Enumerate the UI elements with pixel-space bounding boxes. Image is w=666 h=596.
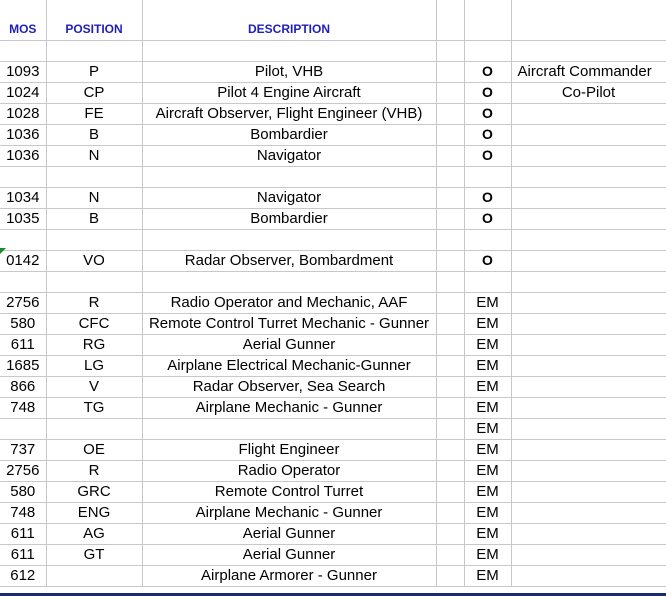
table-row	[0, 124, 666, 145]
note-cell[interactable]	[511, 250, 666, 271]
mos-cell[interactable]: 611	[0, 334, 46, 355]
blank-cell[interactable]	[436, 376, 464, 397]
table-row	[0, 355, 666, 376]
mos-cell[interactable]: 1028	[0, 103, 46, 124]
table-row	[0, 313, 666, 334]
note-cell[interactable]	[511, 544, 666, 565]
blank-cell[interactable]	[436, 82, 464, 103]
mos-cell[interactable]: 0142	[0, 250, 46, 271]
mos-cell[interactable]	[0, 40, 46, 61]
note-cell[interactable]	[511, 460, 666, 481]
note-cell[interactable]	[511, 145, 666, 166]
note-cell[interactable]	[511, 376, 666, 397]
description-cell[interactable]: Pilot 4 Engine Aircraft	[142, 82, 436, 103]
mos-cell[interactable]: 612	[0, 565, 46, 586]
description-cell[interactable]: Airplane Mechanic - Gunner	[142, 502, 436, 523]
grade-cell[interactable]: O	[464, 124, 511, 145]
description-cell[interactable]: Navigator	[142, 145, 436, 166]
table-row	[0, 565, 666, 586]
note-cell[interactable]	[511, 334, 666, 355]
position-cell[interactable]	[46, 40, 142, 61]
grade-cell[interactable]	[464, 166, 511, 187]
mos-cell[interactable]: 866	[0, 376, 46, 397]
description-cell[interactable]: Pilot, VHB	[142, 61, 436, 82]
position-cell[interactable]: AG	[46, 523, 142, 544]
blank-cell[interactable]	[436, 544, 464, 565]
description-cell[interactable]: Radar Observer, Bombardment	[142, 250, 436, 271]
mos-cell[interactable]: 580	[0, 481, 46, 502]
table-row	[0, 166, 666, 187]
grade-cell[interactable]: EM	[464, 565, 511, 586]
grade-cell[interactable]: EM	[464, 502, 511, 523]
position-cell[interactable]: FE	[46, 103, 142, 124]
grade-cell[interactable]	[464, 271, 511, 292]
blank-cell[interactable]	[436, 481, 464, 502]
table-row	[0, 187, 666, 208]
note-cell[interactable]	[511, 166, 666, 187]
grade-cell[interactable]: EM	[464, 460, 511, 481]
position-cell[interactable]	[46, 565, 142, 586]
note-cell[interactable]	[511, 481, 666, 502]
description-cell[interactable]: Aircraft Observer, Flight Engineer (VHB)	[142, 103, 436, 124]
mos-cell[interactable]: 1093	[0, 61, 46, 82]
position-cell[interactable]	[46, 229, 142, 250]
blank-cell[interactable]	[436, 292, 464, 313]
header-note-cell[interactable]	[511, 0, 666, 40]
grade-cell[interactable]: EM	[464, 334, 511, 355]
table-row	[0, 460, 666, 481]
blank-cell[interactable]	[436, 145, 464, 166]
mos-cell[interactable]: 748	[0, 502, 46, 523]
note-cell[interactable]	[511, 229, 666, 250]
note-cell[interactable]	[511, 271, 666, 292]
position-cell[interactable]	[46, 418, 142, 439]
grade-cell[interactable]: EM	[464, 544, 511, 565]
position-cell[interactable]: N	[46, 187, 142, 208]
blank-cell[interactable]	[436, 313, 464, 334]
blank-cell[interactable]	[436, 61, 464, 82]
position-cell[interactable]: TG	[46, 397, 142, 418]
table-row	[0, 523, 666, 544]
blank-cell[interactable]	[436, 355, 464, 376]
blank-cell[interactable]	[436, 439, 464, 460]
blank-cell[interactable]	[436, 565, 464, 586]
note-cell[interactable]	[511, 565, 666, 586]
note-cell[interactable]: Aircraft Commander	[511, 61, 666, 82]
grade-cell[interactable]: O	[464, 187, 511, 208]
grade-cell[interactable]: EM	[464, 376, 511, 397]
mos-cell[interactable]	[0, 229, 46, 250]
blank-cell[interactable]	[436, 40, 464, 61]
position-cell[interactable]: CP	[46, 82, 142, 103]
position-cell[interactable]	[46, 166, 142, 187]
note-cell[interactable]	[511, 418, 666, 439]
grade-cell[interactable]: EM	[464, 418, 511, 439]
grade-cell[interactable]: EM	[464, 439, 511, 460]
grade-cell[interactable]: EM	[464, 313, 511, 334]
note-cell[interactable]	[511, 187, 666, 208]
table-row	[0, 145, 666, 166]
position-cell[interactable]: VO	[46, 250, 142, 271]
table-row	[0, 61, 666, 82]
blank-cell[interactable]	[436, 124, 464, 145]
note-cell[interactable]	[511, 208, 666, 229]
comment-indicator-icon[interactable]	[0, 248, 6, 254]
grade-cell[interactable]: EM	[464, 523, 511, 544]
note-cell[interactable]	[511, 313, 666, 334]
table-row	[0, 40, 666, 61]
table-row	[0, 502, 666, 523]
grade-cell[interactable]: EM	[464, 397, 511, 418]
position-cell[interactable]	[46, 271, 142, 292]
blank-cell[interactable]	[436, 103, 464, 124]
blank-cell[interactable]	[436, 271, 464, 292]
description-cell[interactable]: Radio Operator	[142, 460, 436, 481]
table-row	[0, 82, 666, 103]
description-cell[interactable]	[142, 229, 436, 250]
table-row	[0, 334, 666, 355]
blank-cell[interactable]	[436, 418, 464, 439]
description-cell[interactable]: Airplane Electrical Mechanic-Gunner	[142, 355, 436, 376]
description-cell[interactable]	[142, 166, 436, 187]
description-cell[interactable]: Aerial Gunner	[142, 523, 436, 544]
blank-cell[interactable]	[436, 502, 464, 523]
table-row	[0, 439, 666, 460]
note-cell[interactable]	[511, 124, 666, 145]
description-cell[interactable]: Bombardier	[142, 124, 436, 145]
mos-cell[interactable]	[0, 418, 46, 439]
grade-cell[interactable]	[464, 40, 511, 61]
position-cell[interactable]: P	[46, 61, 142, 82]
header-position[interactable]: POSITION	[46, 0, 142, 40]
blank-cell[interactable]	[436, 250, 464, 271]
grade-cell[interactable]: O	[464, 61, 511, 82]
position-cell[interactable]: B	[46, 124, 142, 145]
blank-cell[interactable]	[436, 187, 464, 208]
header-mos[interactable]: MOS	[0, 0, 46, 40]
grade-cell[interactable]: O	[464, 82, 511, 103]
table-row	[0, 544, 666, 565]
mos-cell[interactable]: 1036	[0, 124, 46, 145]
mos-cell[interactable]: 580	[0, 313, 46, 334]
mos-cell[interactable]: 1024	[0, 82, 46, 103]
table-row	[0, 397, 666, 418]
note-cell[interactable]	[511, 397, 666, 418]
grade-cell[interactable]: EM	[464, 355, 511, 376]
header-row	[0, 0, 666, 40]
mos-cell[interactable]	[0, 271, 46, 292]
description-cell[interactable]: Airplane Armorer - Gunner	[142, 565, 436, 586]
description-cell[interactable]: Bombardier	[142, 208, 436, 229]
description-cell[interactable]: Remote Control Turret	[142, 481, 436, 502]
description-cell[interactable]	[142, 271, 436, 292]
position-cell[interactable]: V	[46, 376, 142, 397]
table-row	[0, 103, 666, 124]
position-cell[interactable]: R	[46, 292, 142, 313]
mos-cell[interactable]	[0, 166, 46, 187]
blank-cell[interactable]	[436, 208, 464, 229]
table-row	[0, 481, 666, 502]
grade-cell[interactable]	[464, 229, 511, 250]
table-row	[0, 292, 666, 313]
mos-cell[interactable]: 2756	[0, 460, 46, 481]
position-cell[interactable]: GRC	[46, 481, 142, 502]
position-cell[interactable]: CFC	[46, 313, 142, 334]
position-cell[interactable]: LG	[46, 355, 142, 376]
position-cell[interactable]: R	[46, 460, 142, 481]
description-cell[interactable]	[142, 40, 436, 61]
position-cell[interactable]: B	[46, 208, 142, 229]
note-cell[interactable]	[511, 502, 666, 523]
note-cell[interactable]	[511, 40, 666, 61]
position-cell[interactable]: RG	[46, 334, 142, 355]
mos-cell[interactable]: 611	[0, 544, 46, 565]
blank-cell[interactable]	[436, 397, 464, 418]
mos-cell[interactable]: 1034	[0, 187, 46, 208]
note-cell[interactable]	[511, 292, 666, 313]
note-cell[interactable]: Co-Pilot	[511, 82, 666, 103]
header-description[interactable]: DESCRIPTION	[142, 0, 436, 40]
grade-cell[interactable]: EM	[464, 292, 511, 313]
grade-cell[interactable]: O	[464, 103, 511, 124]
table-row	[0, 250, 666, 271]
blank-cell[interactable]	[436, 460, 464, 481]
table-row	[0, 418, 666, 439]
note-cell[interactable]	[511, 523, 666, 544]
blank-cell[interactable]	[436, 166, 464, 187]
description-cell[interactable]: Airplane Mechanic - Gunner	[142, 397, 436, 418]
mos-cell[interactable]: 748	[0, 397, 46, 418]
description-cell[interactable]: Radar Observer, Sea Search	[142, 376, 436, 397]
blank-cell[interactable]	[436, 229, 464, 250]
header-grade-cell[interactable]	[464, 0, 511, 40]
blank-cell[interactable]	[436, 334, 464, 355]
position-cell[interactable]: OE	[46, 439, 142, 460]
blank-cell[interactable]	[436, 523, 464, 544]
table-row	[0, 376, 666, 397]
description-cell[interactable]: Remote Control Turret Mechanic - Gunner	[142, 313, 436, 334]
description-cell[interactable]: Aerial Gunner	[142, 334, 436, 355]
description-cell[interactable]: Flight Engineer	[142, 439, 436, 460]
note-cell[interactable]	[511, 103, 666, 124]
mos-cell[interactable]: 737	[0, 439, 46, 460]
note-cell[interactable]	[511, 439, 666, 460]
grade-cell[interactable]: EM	[464, 481, 511, 502]
mos-cell[interactable]: 1036	[0, 145, 46, 166]
description-cell[interactable]: Navigator	[142, 187, 436, 208]
table-row	[0, 271, 666, 292]
mos-cell[interactable]: 611	[0, 523, 46, 544]
grade-cell[interactable]: O	[464, 208, 511, 229]
header-blank-cell[interactable]	[436, 0, 464, 40]
mos-cell[interactable]: 1685	[0, 355, 46, 376]
position-cell[interactable]: GT	[46, 544, 142, 565]
note-cell[interactable]	[511, 355, 666, 376]
position-cell[interactable]: N	[46, 145, 142, 166]
grade-cell[interactable]: O	[464, 145, 511, 166]
mos-cell[interactable]: 2756	[0, 292, 46, 313]
position-cell[interactable]: ENG	[46, 502, 142, 523]
table-row	[0, 208, 666, 229]
grade-cell[interactable]: O	[464, 250, 511, 271]
description-cell[interactable]	[142, 418, 436, 439]
description-cell[interactable]: Radio Operator and Mechanic, AAF	[142, 292, 436, 313]
table-row	[0, 229, 666, 250]
mos-cell[interactable]: 1035	[0, 208, 46, 229]
description-cell[interactable]: Aerial Gunner	[142, 544, 436, 565]
